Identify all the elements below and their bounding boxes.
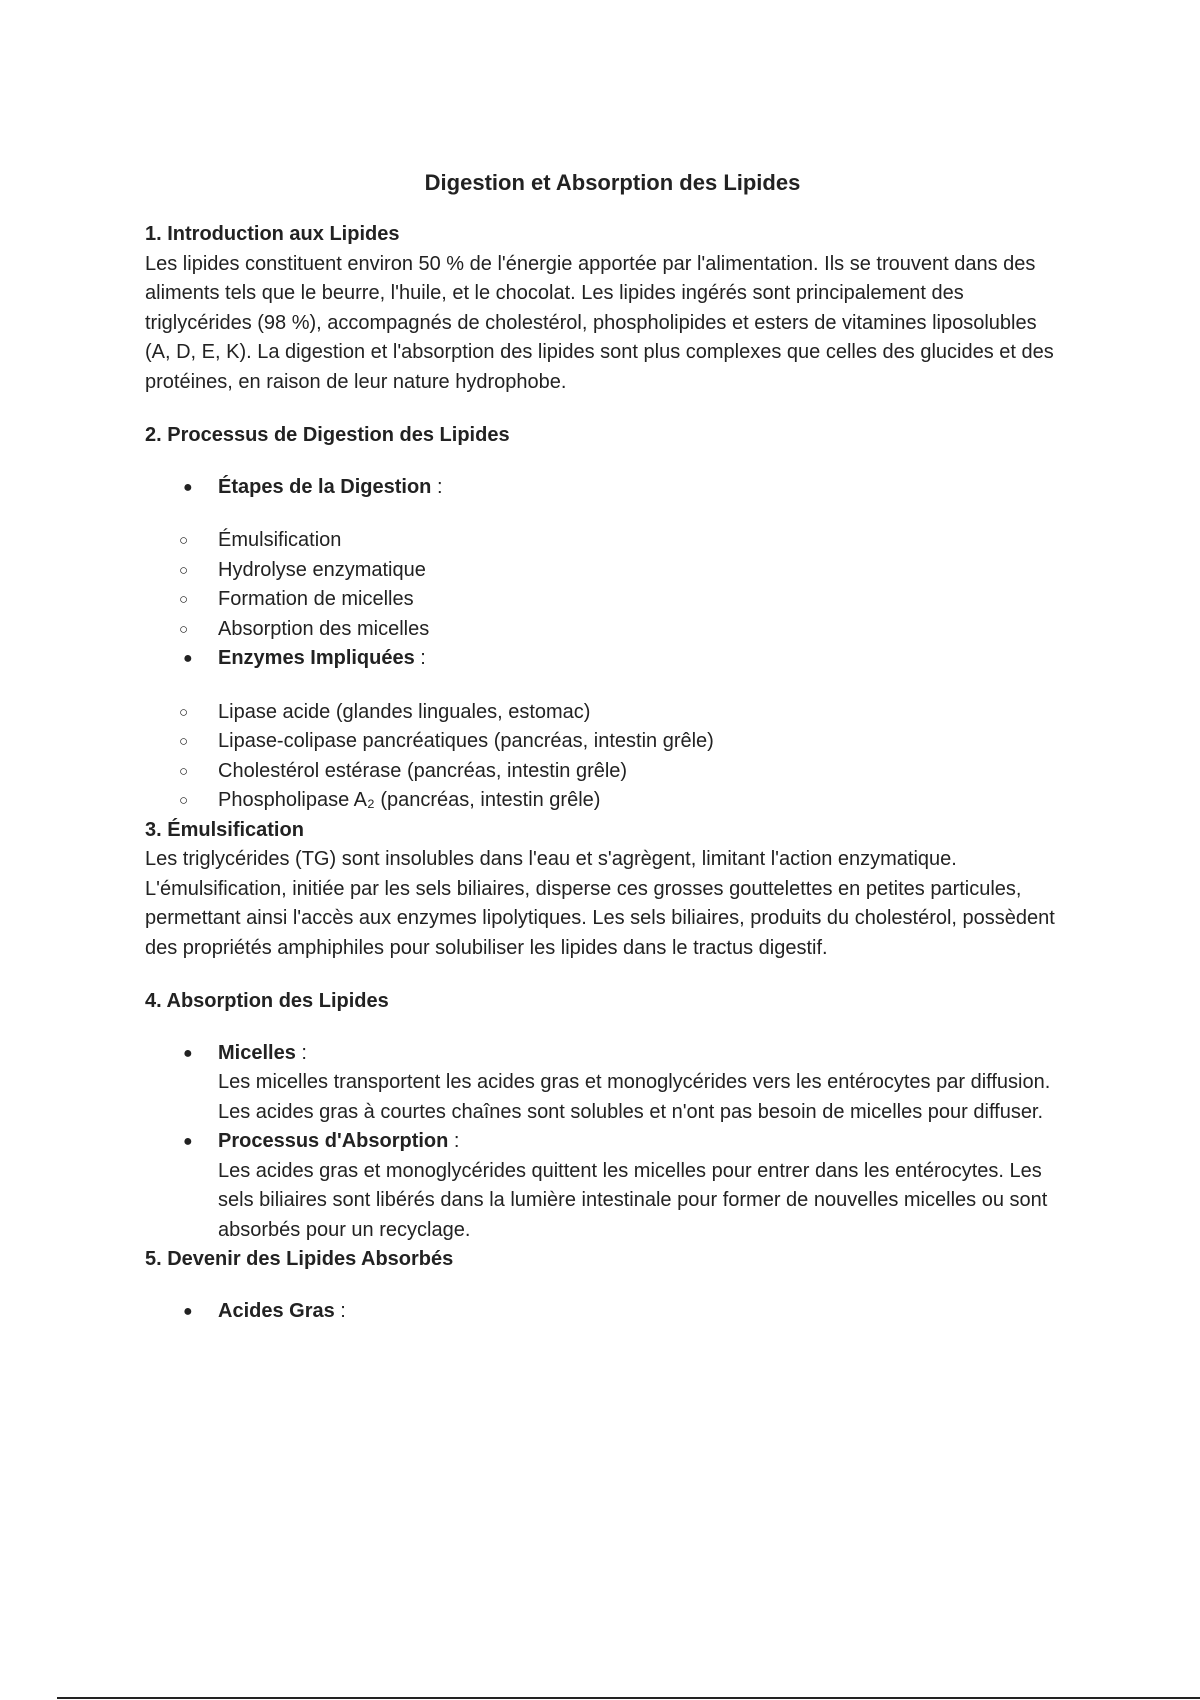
bullet-suffix: : <box>431 475 443 498</box>
sub-list <box>179 526 1060 644</box>
list-item <box>179 556 1060 586</box>
list-item <box>145 1039 1060 1128</box>
bullet-title: Micelles <box>218 1041 296 1064</box>
hollow-circle-icon: ○ <box>179 703 189 721</box>
section-heading-absorption: 4. Absorption des Lipides <box>145 990 389 1012</box>
hollow-circle-icon: ○ <box>179 792 189 809</box>
bullet-suffix: : <box>334 1299 346 1322</box>
page-title: Digestion et Absorption des Lipides <box>424 170 801 195</box>
sub-item-text: Lipase acide (glandes linguales, estomac) <box>218 700 591 723</box>
bullet-title: Processus d'Absorption <box>218 1130 449 1152</box>
filled-circle-icon: ● <box>183 1044 193 1062</box>
bullet-title: Acides Gras <box>218 1299 335 1322</box>
sub-item-text: Cholestérol estérase (pancréas, intestin grêle) <box>218 759 628 782</box>
hollow-circle-icon: ○ <box>179 620 189 638</box>
sub-item-text: Hydrolyse enzymatique <box>218 558 426 581</box>
section-heading-devenir: 5. Devenir des Lipides Absorbés <box>145 1248 454 1270</box>
bullet-title: Enzymes Impliquées <box>218 647 415 669</box>
filled-circle-icon: ● <box>183 1302 193 1320</box>
list-item <box>179 526 1060 556</box>
sub-item-text: Phospholipase A₂ (pancréas, intestin grêle) <box>218 789 601 811</box>
filled-circle-icon: ● <box>183 650 193 667</box>
section-heading-emulsification: 3. Émulsification <box>145 818 304 841</box>
hollow-circle-icon: ○ <box>179 561 189 579</box>
absorption-bullet-list <box>145 1039 1060 1246</box>
section-body-intro: Les lipides constituent environ 50 % de l'énergie apportée par l'alimentation. Ils se trouvent dans des aliments tels que le beurre, l'huile, et le chocolat. Les lipides ingérés sont principalement des triglycérides (98 %), accompagnés de cholestérol, phospholipides et esters de vitamines liposolubles (A, D, E, K). La digestion et l'absorption des lipides sont plus complexes que celles des glucides et des protéines, en raison de leur nature hydrophobe. <box>145 252 1054 393</box>
document-page <box>145 168 1060 1326</box>
list-item <box>145 1127 1060 1245</box>
filled-circle-icon: ● <box>183 1133 193 1150</box>
bullet-suffix: : <box>414 647 426 669</box>
hollow-circle-icon: ○ <box>179 591 189 608</box>
list-item <box>145 1297 1060 1327</box>
bullet-suffix: : <box>295 1041 307 1064</box>
page-bottom-rule <box>57 1697 1200 1699</box>
list-item <box>179 757 1060 787</box>
hollow-circle-icon: ○ <box>179 762 189 780</box>
bullet-suffix: : <box>448 1130 460 1152</box>
list-item <box>145 644 1060 816</box>
bullet-body: Les acides gras et monoglycérides quittent les micelles pour entrer dans les entérocytes. Les sels biliaires sont libérés dans la lumière intestinale pour former de nouvelles micelles ou sont absorbés pour un recyclage. <box>218 1159 1048 1241</box>
list-item <box>179 727 1060 757</box>
section-body-emulsification: Les triglycérides (TG) sont insolubles dans l'eau et s'agrègent, limitant l'action enzymatique. L'émulsification, initiée par les sels biliaires, disperse ces grosses gouttelettes en petites particules, permettant ainsi l'accès aux enzymes lipolytiques. Les sels biliaires, produits du cholestérol, possèdent des propriétés amphiphiles pour solubiliser les lipides dans le tractus digestif. <box>145 848 1055 959</box>
sub-list <box>179 698 1060 816</box>
bullet-body: Les micelles transportent les acides gras et monoglycérides vers les entérocytes par diffusion. Les acides gras à courtes chaînes sont solubles et n'ont pas besoin de micelles pour diffuser. <box>218 1071 1051 1123</box>
sub-item-text: Formation de micelles <box>218 588 414 610</box>
sub-item-text: Lipase-colipase pancréatiques (pancréas, intestin grêle) <box>218 730 714 752</box>
section-heading-intro: 1. Introduction aux Lipides <box>145 223 400 245</box>
hollow-circle-icon: ○ <box>179 733 189 750</box>
section-heading-digestion: 2. Processus de Digestion des Lipides <box>145 424 510 446</box>
hollow-circle-icon: ○ <box>179 532 189 549</box>
sub-item-text: Absorption des micelles <box>218 617 430 640</box>
list-item <box>179 698 1060 728</box>
sub-item-text: Émulsification <box>218 529 342 551</box>
list-item <box>179 786 1060 816</box>
list-item <box>179 615 1060 645</box>
devenir-bullet-list <box>145 1297 1060 1327</box>
digestion-bullet-list <box>145 473 1060 816</box>
filled-circle-icon: ● <box>183 478 193 496</box>
list-item <box>145 473 1060 645</box>
bullet-title: Étapes de la Digestion <box>218 475 432 498</box>
list-item <box>179 585 1060 615</box>
